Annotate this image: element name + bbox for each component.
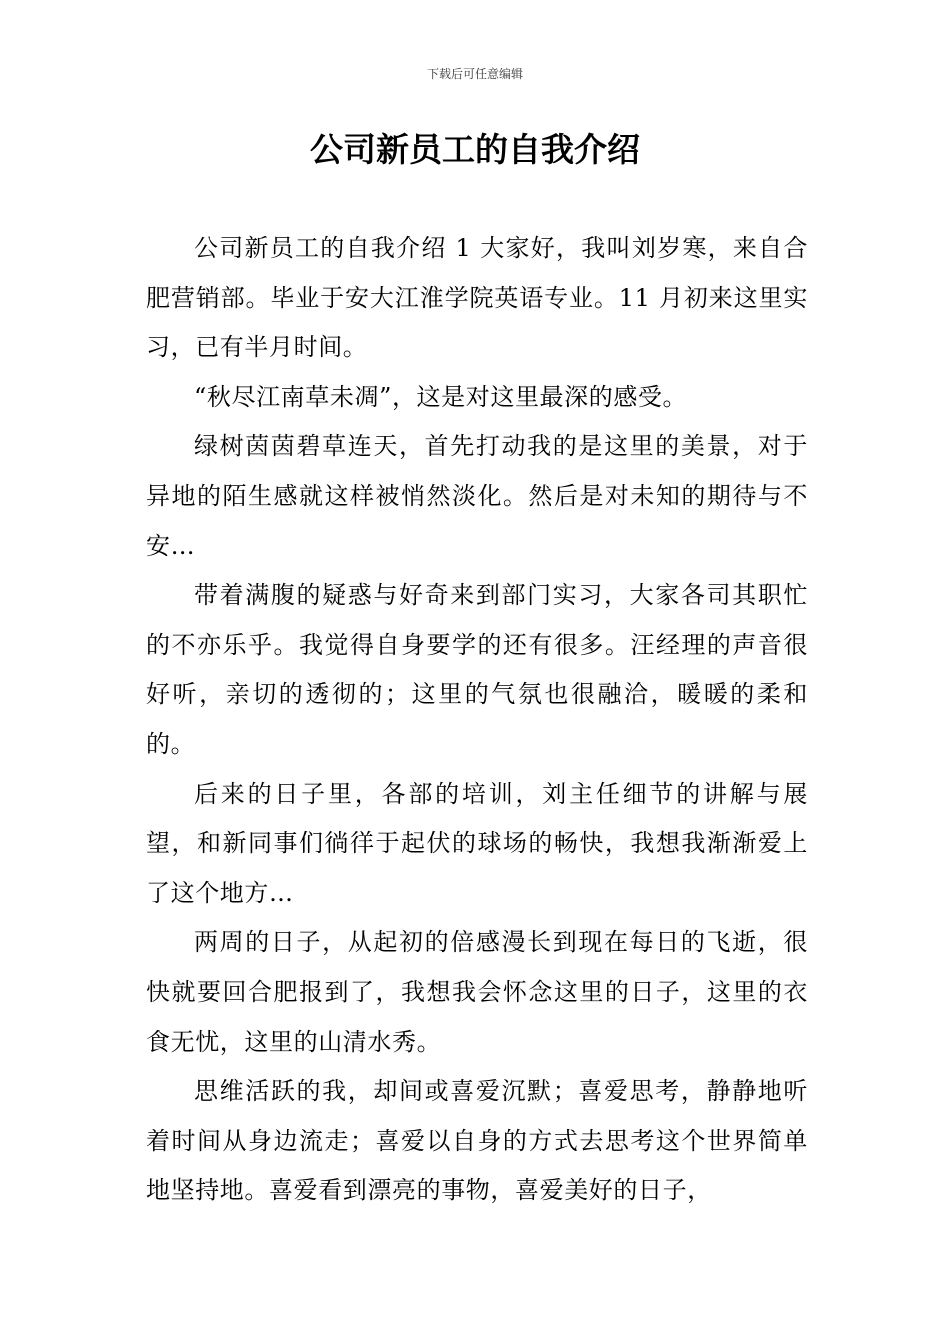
page-title: 公司新员工的自我介绍 — [310, 130, 640, 169]
paragraph: 后来的日子里，各部的培训，刘主任细节的讲解与展望，和新同事们徜徉于起伏的球场的畅快，我想我渐渐爱上了这个地方… — [146, 779, 808, 907]
header-note: 下载后可任意编辑 — [426, 67, 523, 81]
paragraph: 绿树茵茵碧草连天，首先打动我的是这里的美景，对于异地的陌生感就这样被悄然淡化。然后是对未知的期待与不安… — [146, 432, 808, 560]
document-body — [146, 224, 808, 1216]
paragraph: 公司新员工的自我介绍 1 大家好，我叫刘岁寒，来自合肥营销部。毕业于安大江淮学院英语专业。11 月初来这里实习，已有半月时间。 — [146, 234, 808, 362]
paragraph: “秋尽江南草未凋”，这是对这里最深的感受。 — [194, 382, 688, 411]
paragraph: 思维活跃的我，却间或喜爱沉默；喜爱思考，静静地听着时间从身边流走；喜爱以自身的方式去思考这个世界简单地坚持地。喜爱看到漂亮的事物，喜爱美好的日子， — [146, 1077, 808, 1205]
paragraph: 两周的日子，从起初的倍感漫长到现在每日的飞逝，很快就要回合肥报到了，我想我会怀念这里的日子，这里的衣食无忧，这里的山清水秀。 — [146, 928, 808, 1056]
paragraph: 带着满腹的疑惑与好奇来到部门实习，大家各司其职忙的不亦乐乎。我觉得自身要学的还有很多。汪经理的声音很好听，亲切的透彻的；这里的气氛也很融洽，暖暖的柔和的。 — [146, 581, 808, 758]
